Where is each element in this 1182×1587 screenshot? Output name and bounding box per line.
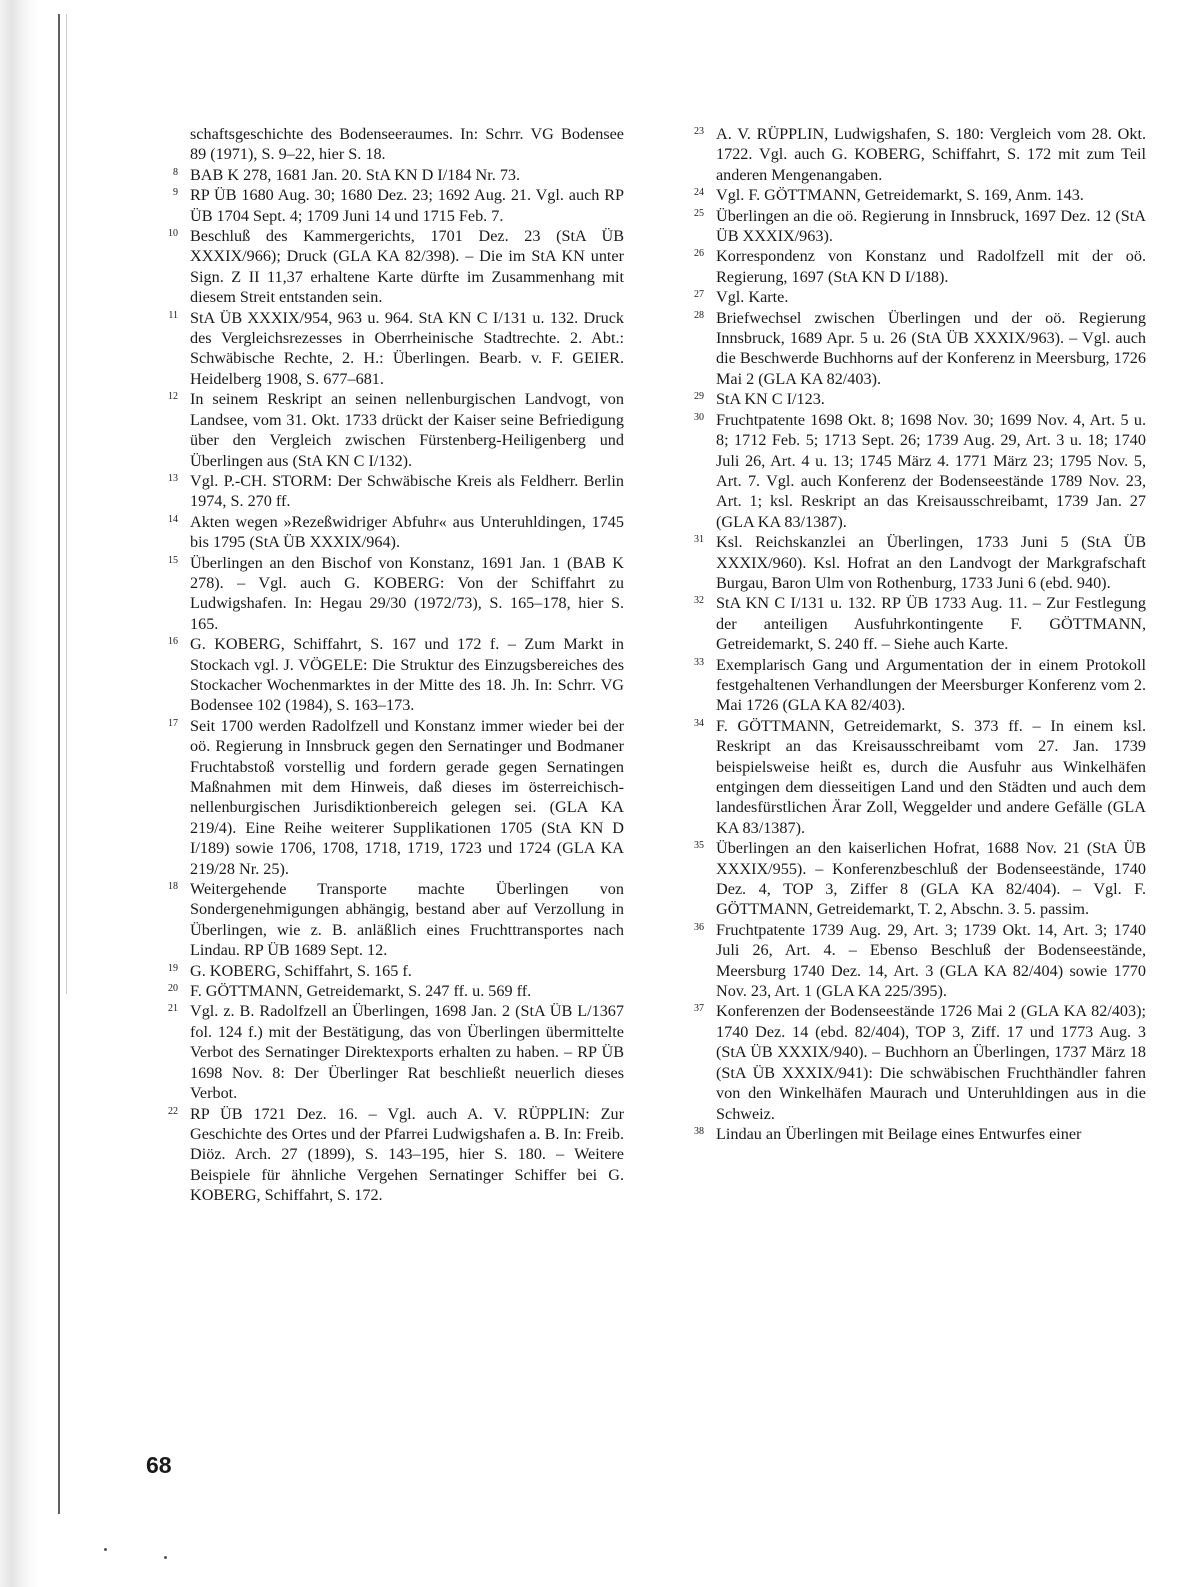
footnote	[672, 124, 1146, 185]
page-number: 68	[146, 1452, 172, 1478]
footnote-number: 11	[168, 309, 178, 321]
scan-speck	[164, 1556, 167, 1559]
footnote	[672, 1124, 1146, 1144]
footnote-number: 18	[168, 881, 178, 893]
footnote-text: Überlingen an den Bischof von Konstanz, 1691 Jan. 1 (BAB K 278). – Vgl. auch G. KOBERG: Von der Schiffahrt zu Ludwigshafen. In: Hegau 29/30 (1972/73), S. 165–178, hier S. 165.	[190, 553, 624, 633]
footnote-number: 33	[694, 656, 704, 668]
footnote-number: 35	[694, 840, 704, 852]
footnote-text: Akten wegen »Rezeßwidriger Abfuhr« aus Unteruhldingen, 1745 bis 1795 (StA ÜB XXXIX/964).	[190, 512, 624, 552]
footnote-text: Fruchtpatente 1698 Okt. 8; 1698 Nov. 30; 1699 Nov. 4, Art. 5 u. 8; 1712 Feb. 5; 1713 Sept. 26; 1739 Aug. 29, Art. 3 u. 18; 1740 Juli 26, Art. 4 u. 13; 1745 März 4. 1771 März 23; 1795 Nov. 5, Art. 7. Vgl. auch Konferenz der Bodenseestände 1789 Nov. 23, Art. 1; ksl. Reskript an das Kreisausschreibamt, 1739 Jan. 27 (GLA KA 83/1387).	[716, 410, 1146, 531]
footnote-number: 24	[694, 187, 704, 199]
scan-border	[0, 0, 38, 1587]
footnote	[672, 920, 1146, 1002]
footnote	[672, 655, 1146, 716]
footnote-number: 9	[173, 187, 178, 199]
footnote-number: 38	[694, 1125, 704, 1137]
footnote	[146, 226, 624, 308]
footnote	[672, 246, 1146, 287]
footnote-number: 20	[168, 983, 178, 995]
footnote-number: 15	[168, 554, 178, 566]
footnote-text: F. GÖTTMANN, Getreidemarkt, S. 373 ff. – In einem ksl. Reskript an das Kreisausschreibamt vom 27. Jan. 1739 beispielsweise heißt es, durch die Ausfuhr aus Winkelhäfen entgingen dem diesseitigen Land und den Städten und auch dem landesfürstlichen Ärar Zoll, Weggelder und andere Gefälle (GLA KA 83/1387).	[716, 716, 1146, 837]
footnote-text: Vgl. F. GÖTTMANN, Getreidemarkt, S. 169, Anm. 143.	[716, 186, 1084, 205]
footnote	[146, 961, 624, 981]
footnote-number: 27	[694, 289, 704, 301]
footnote	[146, 165, 624, 185]
footnote-text: Vgl. z. B. Radolfzell an Überlingen, 1698 Jan. 2 (StA ÜB L/1367 fol. 124 f.) mit der Bestätigung, das von Überlingen übermittelte Verbot des Sernatinger Direktexports erhalten zu haben. – RP ÜB 1698 Nov. 8: Der Überlinger Rat beschließt neuerlich dieses Verbot.	[190, 1002, 624, 1103]
footnote	[672, 389, 1146, 409]
footnote-text: Lindau an Überlingen mit Beilage eines Entwurfes einer	[716, 1124, 1082, 1143]
footnote	[672, 838, 1146, 920]
footnote-number: 36	[694, 921, 704, 933]
footnote	[146, 512, 624, 553]
footnote	[146, 981, 624, 1001]
footnote	[146, 1104, 624, 1206]
footnote-number: 26	[694, 248, 704, 260]
footnote-number: 16	[168, 636, 178, 648]
footnote-text: StA KN C I/131 u. 132. RP ÜB 1733 Aug. 11. – Zur Festlegung der anteiligen Ausfuhrkontingente F. GÖTTMANN, Getreidemarkt, S. 240 ff. – Siehe auch Karte.	[716, 594, 1146, 654]
footnote-number: 22	[168, 1105, 178, 1117]
footnote	[146, 879, 624, 961]
footnote-number: 8	[173, 166, 178, 178]
footnote	[672, 593, 1146, 654]
footnote	[146, 634, 624, 716]
footnote-text: Ksl. Reichskanzlei an Überlingen, 1733 Juni 5 (StA ÜB XXXIX/960). Ksl. Hofrat an den Landvogt der Markgrafschaft Burgau, Baron Ulm von Rothenburg, 1733 Juni 6 (ebd. 940).	[716, 533, 1146, 592]
footnote-text: Briefwechsel zwischen Überlingen und der oö. Regierung Innsbruck, 1689 Apr. 5 u. 26 (StA ÜB XXXIX/963). – Vgl. auch die Beschwerde Buchhorns auf der Konferenz in Meersburg, 1726 Mai 2 (GLA KA 82/403).	[716, 308, 1146, 388]
footnote-number: 19	[168, 962, 178, 974]
footnote-text: Überlingen an den kaiserlichen Hofrat, 1688 Nov. 21 (StA ÜB XXXIX/955). – Konferenzbeschluß der Bodenseestände, 1740 Dez. 4, TOP 3, Ziffer 8 (GLA KA 82/404). – Vgl. F. GÖTTMANN, Getreidemarkt, T. 2, Abschn. 3. 5. passim.	[716, 839, 1146, 919]
footnote-text: A. V. RÜPPLIN, Ludwigshafen, S. 180: Vergleich vom 28. Okt. 1722. Vgl. auch G. KOBERG, Schiffahrt, S. 172 mit zum Teil anderen Mengenangaben.	[716, 125, 1146, 184]
footnote-number: 29	[694, 391, 704, 403]
footnote-number: 13	[168, 472, 178, 484]
footnote-text: Seit 1700 werden Radolfzell und Konstanz immer wieder bei der oö. Regierung in Innsbruck gegen den Sernatinger und Bodmaner Fruchtabstoß vorstellig und fordern gerade gegen Sernatingen Maßnahmen mit dem Hinweis, daß dieses im österreichisch-nellenburgischen Jurisdiktionbereich gelegen sei. (GLA KA 219/4). Eine Reihe weiterer Supplikationen 1705 (StA KN D I/189) sowie 1706, 1708, 1718, 1719, 1723 und 1724 (GLA KA 219/28 Nr. 25).	[190, 716, 624, 878]
footnote-number: 23	[694, 126, 704, 137]
scan-gutter-line-faint	[66, 14, 67, 994]
footnote-text: Vgl. P.-CH. STORM: Der Schwäbische Kreis als Feldherr. Berlin 1974, S. 270 ff.	[190, 471, 624, 511]
footnote-text: Vgl. Karte.	[716, 288, 789, 307]
footnote	[672, 410, 1146, 532]
footnote-text: F. GÖTTMANN, Getreidemarkt, S. 247 ff. u. 569 ff.	[190, 982, 532, 1001]
footnote-text: Weitergehende Transporte machte Überlingen von Sondergenehmigungen abhängig, bestand aber auf Verzollung in Überlingen, wie z. B. anläßlich eines Fruchttransportes nach Lindau. RP ÜB 1689 Sept. 12.	[190, 880, 624, 960]
footnote	[672, 716, 1146, 838]
footnote-number: 37	[694, 1003, 704, 1015]
footnote	[672, 308, 1146, 390]
footnote-number: 32	[694, 595, 704, 607]
footnote-text: Fruchtpatente 1739 Aug. 29, Art. 3; 1739 Okt. 14, Art. 3; 1740 Juli 26, Art. 4. – Ebenso Beschluß der Bodenseestände, Meersburg 1740 Dez. 14, Art. 3 (GLA KA 82/404) sowie 1770 Nov. 23, Art. 1 (GLA KA 225/395).	[716, 920, 1146, 1001]
footnote-number: 25	[694, 207, 704, 219]
footnote-text: G. KOBERG, Schiffahrt, S. 165 f.	[190, 961, 412, 980]
footnote-number: 30	[694, 411, 704, 423]
footnote-text: StA ÜB XXXIX/954, 963 u. 964. StA KN C I/131 u. 132. Druck des Vergleichsrezesses in Oberrheinische Stadtrechte. 2. Abt.: Schwäbische Rechte, 2. H.: Überlingen. Bearb. v. F. GEIER. Heidelberg 1908, S. 677–681.	[190, 308, 624, 388]
footnote-text: Exemplarisch Gang und Argumentation der in einem Protokoll festgehaltenen Verhandlungen der Meersburger Konferenz vom 2. Mai 1726 (GLA KA 82/403).	[716, 655, 1146, 715]
footnote	[672, 1001, 1146, 1123]
footnote	[146, 716, 624, 879]
footnote	[146, 553, 624, 635]
footnote	[672, 532, 1146, 593]
footnote-number: 21	[168, 1003, 178, 1015]
scan-gutter-line	[58, 14, 60, 1514]
footnote	[146, 389, 624, 471]
footnote-number: 12	[168, 391, 178, 403]
footnote-number: 28	[694, 309, 704, 321]
footnote-text: RP ÜB 1721 Dez. 16. – Vgl. auch A. V. RÜPPLIN: Zur Geschichte des Ortes und der Pfarrei Ludwigshafen a. B. In: Freib. Diöz. Arch. 27 (1899), S. 143–195, hier S. 180. – Weitere Beispiele für ähnliche Vergehen Sernatinger Schiffer bei G. KOBERG, Schiffahrt, S. 172.	[190, 1104, 624, 1205]
footnote-continuation: schaftsgeschichte des Bodenseeraumes. In: Schrr. VG Bodensee 89 (1971), S. 9–22, hier S. 18.	[190, 125, 624, 164]
footnote-text: BAB K 278, 1681 Jan. 20. StA KN D I/184 Nr. 73.	[190, 165, 521, 184]
footnote-text: Korrespondenz von Konstanz und Radolfzell mit der oö. Regierung, 1697 (StA KN D I/188).	[716, 247, 1146, 286]
footnotes-right-column	[672, 124, 1146, 1144]
footnote-number: 34	[694, 717, 704, 729]
scan-speck	[104, 1548, 107, 1551]
footnote-text: StA KN C I/123.	[716, 390, 825, 409]
footnote-number: 14	[168, 513, 178, 525]
footnote-text: Beschluß des Kammergerichts, 1701 Dez. 23 (StA ÜB XXXIX/966); Druck (GLA KA 82/398). – Die im StA KN unter Sign. Z II 11,37 erhaltene Karte dürfte im Zusammenhang mit diesem Streit entstanden sein.	[190, 227, 624, 307]
footnote-text: Konferenzen der Bodenseestände 1726 Mai 2 (GLA KA 82/403); 1740 Dez. 14 (ebd. 82/404), TOP 3, Ziff. 17 und 1773 Aug. 3 (StA ÜB XXXIX/940). – Buchhorn an Überlingen, 1737 März 18 (StA ÜB XXXIX/941): Die schwäbischen Fruchthändler fahren von den Winkelhäfen Maurach und Unteruhldingen aus in die Schweiz.	[716, 1002, 1146, 1123]
footnote	[672, 287, 1146, 307]
footnote	[672, 185, 1146, 205]
footnote	[146, 185, 624, 226]
footnote-text: In seinem Reskript an seinen nellenburgischen Landvogt, von Landsee, vom 31. Okt. 1733 drückt der Kaiser seine Befriedigung über den Vergleich zwischen Fürstenberg-Heiligenberg und Überlingen aus (StA KN C I/132).	[190, 390, 624, 470]
footnote-text: G. KOBERG, Schiffahrt, S. 167 und 172 f. – Zum Markt in Stockach vgl. J. VÖGELE: Die Struktur des Einzugsbereiches des Stockacher Wochenmarktes in der Mitte des 18. Jh. In: Schrr. VG Bodensee 102 (1984), S. 163–173.	[190, 635, 624, 715]
footnotes-left-column	[146, 124, 624, 1206]
footnote-text: Überlingen an die oö. Regierung in Innsbruck, 1697 Dez. 12 (StA ÜB XXXIX/963).	[716, 206, 1146, 246]
footnote	[146, 1001, 624, 1103]
footnote	[146, 308, 624, 390]
footnote-number: 31	[694, 534, 704, 546]
footnote-text: RP ÜB 1680 Aug. 30; 1680 Dez. 23; 1692 Aug. 21. Vgl. auch RP ÜB 1704 Sept. 4; 1709 Juni 14 und 1715 Feb. 7.	[190, 186, 624, 225]
footnote-number: 10	[168, 228, 178, 240]
footnote	[146, 471, 624, 512]
footnote	[672, 206, 1146, 247]
footnote-number: 17	[168, 717, 178, 729]
